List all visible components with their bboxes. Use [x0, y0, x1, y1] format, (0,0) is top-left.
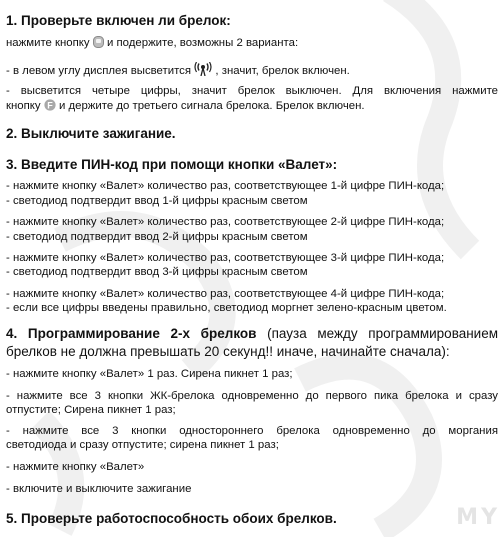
section-3-line: - если все цифры введены правильно, светодиод моргнет зелено-красным цветом.: [6, 302, 447, 314]
section-4-heading-bold: 4. Программирование 2-х брелков: [6, 326, 257, 341]
section-3-line: - нажмите кнопку «Валет» количество раз, соответствующее 2-й цифре ПИН-кода;: [6, 216, 445, 228]
section-4-line: - нажмите кнопку «Валет» 1 раз. Сирена пикнет 1 раз;: [6, 368, 293, 380]
section-3-line: - нажмите кнопку «Валет» количество раз, соответствующее 1-й цифре ПИН-кода;: [6, 180, 445, 192]
text-part: , значит, брелок включен.: [215, 65, 350, 77]
section-1-line-1: [6, 36, 498, 49]
text-part: кнопку: [6, 100, 41, 112]
text-part: и держите до третьего сигнала брелока. Брелок включен.: [58, 100, 365, 112]
f-button-icon: [44, 99, 56, 111]
section-4-line: - нажмите кнопку «Валет»: [6, 461, 145, 473]
section-4-line: отпустите; Сирена пикнет 1 раз;: [6, 404, 176, 416]
section-4-heading-note: (пауза между программированием: [256, 326, 499, 341]
section-3-line: - светодиод подтвердит ввод 3-й цифры красным светом: [6, 266, 308, 278]
section-4-line: - нажмите все 3 кнопки одностороннего брелока одновременно до моргания: [6, 425, 498, 437]
section-3-line: - светодиод подтвердит ввод 1-й цифры красным светом: [6, 195, 308, 207]
text-part: нажмите кнопку: [6, 37, 90, 49]
section-3-line: - светодиод подтвердит ввод 2-й цифры красным светом: [6, 231, 308, 243]
section-4-heading: [6, 326, 498, 341]
site-watermark: MY: [456, 505, 500, 530]
text-part: - в левом углу дисплея высветится: [6, 65, 192, 77]
section-4-line: - нажмите все 3 кнопки ЖК-брелока одновременно до первого пика брелока и сразу: [6, 390, 498, 402]
section-4-line: - включите и выключите зажигание: [6, 483, 192, 495]
text-part: и подержите, возможны 2 варианта:: [106, 37, 299, 49]
section-3-heading: 3. Введите ПИН-код при помощи кнопки «Валет»:: [6, 157, 338, 172]
section-1-line-2: [6, 62, 498, 77]
section-4-line: светодиода и сразу отпустите; сирена пикнет 1 раз;: [6, 439, 279, 451]
section-1-line-4: [6, 99, 498, 112]
antenna-signal-icon: [194, 62, 212, 76]
section-3-line: - нажмите кнопку «Валет» количество раз, соответствующее 3-й цифре ПИН-кода;: [6, 252, 445, 264]
section-2-heading: 2. Выключите зажигание.: [6, 126, 176, 141]
f-button-letter: F: [47, 100, 53, 111]
keyfob-button-icon: [93, 36, 104, 48]
section-1-heading: 1. Проверьте включен ли брелок:: [6, 13, 231, 28]
section-1-line-3: - высветится четыре цифры, значит брелок выключен. Для включения нажмите: [6, 85, 498, 97]
section-3-line: - нажмите кнопку «Валет» количество раз, соответствующее 4-й цифре ПИН-кода;: [6, 288, 445, 300]
section-5-heading: 5. Проверьте работоспособность обоих брелков.: [6, 511, 337, 526]
section-4-heading-line-2: брелков не должна превышать 20 секунд!! иначе, начинайте сначала):: [6, 344, 450, 359]
